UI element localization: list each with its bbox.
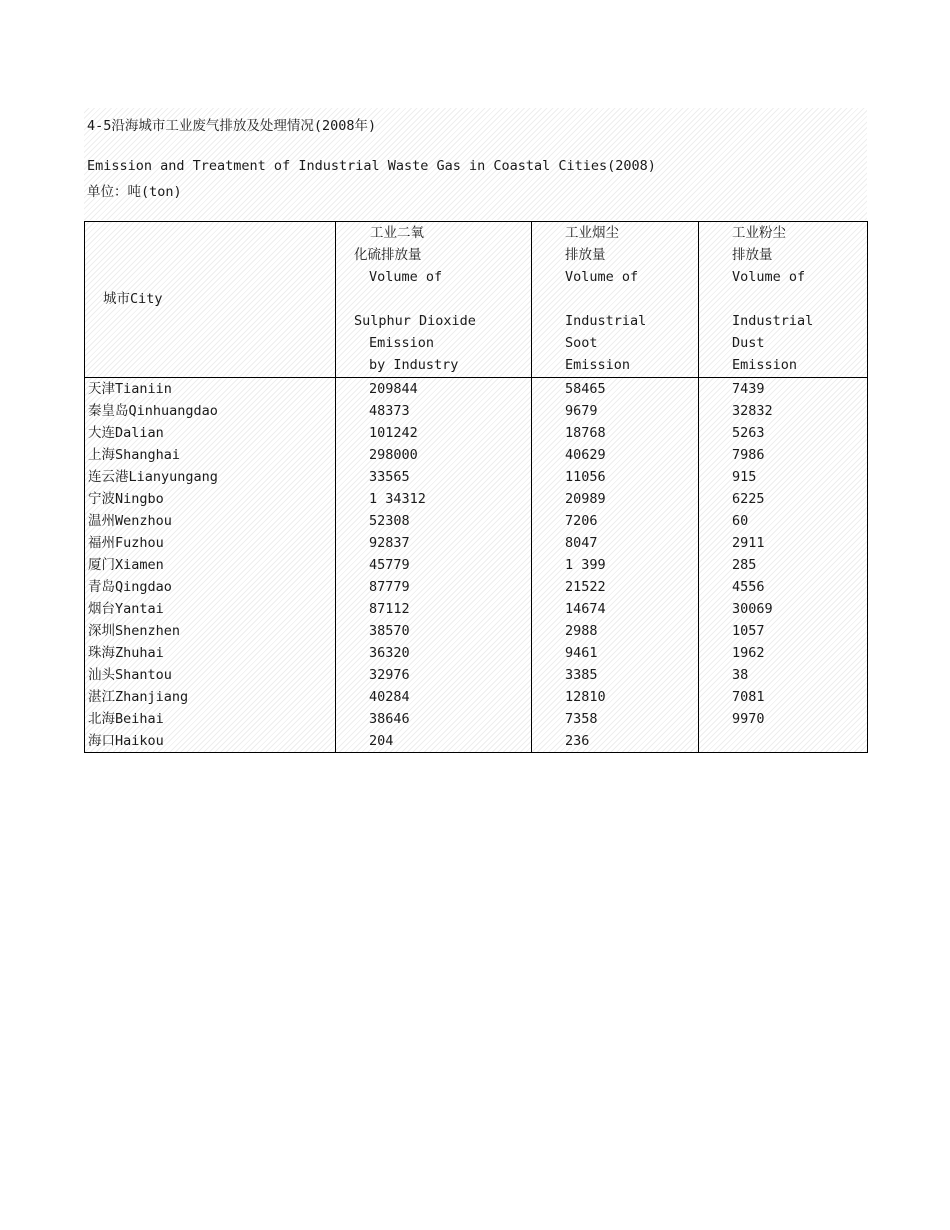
header-soot [532, 222, 699, 378]
header-soot-line: Volume of [565, 269, 639, 285]
header-dust-line: 工业粉尘 [732, 225, 786, 241]
so2-cell: 87112 [336, 598, 532, 620]
so2-cell: 204 [336, 730, 532, 753]
header-soot-line: 排放量 [565, 247, 606, 263]
table-row [85, 730, 868, 753]
soot-cell: 7358 [532, 708, 699, 730]
dust-cell: 285 [699, 554, 868, 576]
table-row [85, 576, 868, 598]
soot-cell: 2988 [532, 620, 699, 642]
soot-cell: 11056 [532, 466, 699, 488]
header-soot-line: Soot [565, 335, 598, 351]
header-soot-line: Industrial [565, 313, 647, 329]
header-dust-line: Dust [732, 335, 765, 351]
soot-cell: 236 [532, 730, 699, 753]
soot-cell: 14674 [532, 598, 699, 620]
city-cell: 秦皇岛Qinhuangdao [88, 403, 218, 419]
header-so2-line: Volume of [369, 269, 443, 285]
city-cell: 天津Tianiin [88, 381, 172, 397]
dust-cell: 38 [699, 664, 868, 686]
header-dust [699, 222, 868, 378]
so2-cell: 209844 [336, 378, 532, 401]
soot-cell: 20989 [532, 488, 699, 510]
so2-cell: 45779 [336, 554, 532, 576]
so2-cell: 32976 [336, 664, 532, 686]
city-cell: 连云港Lianyungang [88, 469, 218, 485]
so2-cell: 87779 [336, 576, 532, 598]
so2-cell: 38570 [336, 620, 532, 642]
city-cell: 宁波Ningbo [88, 491, 164, 507]
city-cell: 珠海Zhuhai [88, 645, 164, 661]
dust-cell: 7986 [699, 444, 868, 466]
dust-cell: 32832 [699, 400, 868, 422]
soot-cell: 8047 [532, 532, 699, 554]
header-dust-line: Emission [732, 357, 798, 373]
unit-label: 单位：吨(ton) [87, 184, 182, 200]
city-cell: 大连Dalian [88, 425, 164, 441]
table-row [85, 466, 868, 488]
city-cell: 海口Haikou [88, 733, 164, 749]
city-cell: 温州Wenzhou [88, 513, 172, 529]
so2-cell: 33565 [336, 466, 532, 488]
header-soot-line: 工业烟尘 [565, 225, 619, 241]
table-row [85, 620, 868, 642]
city-cell: 厦门Xiamen [88, 557, 164, 573]
city-cell: 深圳Shenzhen [88, 623, 181, 639]
header-soot-line: Emission [565, 357, 631, 373]
table-row [85, 378, 868, 401]
table-title: 4-5沿海城市工业废气排放及处理情况(2008年) [87, 118, 377, 134]
city-cell: 烟台Yantai [88, 601, 164, 617]
dust-cell: 6225 [699, 488, 868, 510]
dust-cell: 7081 [699, 686, 868, 708]
dust-cell: 1962 [699, 642, 868, 664]
so2-cell: 101242 [336, 422, 532, 444]
table-subtitle: Emission and Treatment of Industrial Waste Gas in Coastal Cities(2008) [87, 158, 656, 174]
soot-cell: 9679 [532, 400, 699, 422]
city-cell: 汕头Shantou [88, 667, 172, 683]
emission-table [84, 221, 868, 753]
header-city [85, 222, 336, 378]
header-dust-line: Volume of [732, 269, 806, 285]
so2-cell: 38646 [336, 708, 532, 730]
header-so2-line: Emission [369, 335, 435, 351]
so2-cell: 40284 [336, 686, 532, 708]
table-row [85, 422, 868, 444]
city-cell: 湛江Zhanjiang [88, 689, 189, 705]
header-so2 [336, 222, 532, 378]
table-row [85, 708, 868, 730]
header-so2-line: by Industry [369, 357, 459, 373]
header-city-label: 城市City [103, 291, 163, 307]
table-row [85, 444, 868, 466]
so2-cell: 298000 [336, 444, 532, 466]
so2-cell: 92837 [336, 532, 532, 554]
soot-cell: 58465 [532, 378, 699, 401]
dust-cell: 2911 [699, 532, 868, 554]
dust-cell: 4556 [699, 576, 868, 598]
header-so2-line: 工业二氧 [370, 225, 424, 241]
soot-cell: 9461 [532, 642, 699, 664]
dust-cell [699, 730, 868, 753]
soot-cell: 40629 [532, 444, 699, 466]
city-cell: 福州Fuzhou [88, 535, 164, 551]
city-cell: 青岛Qingdao [88, 579, 172, 595]
dust-cell: 60 [699, 510, 868, 532]
dust-cell: 915 [699, 466, 868, 488]
so2-cell: 36320 [336, 642, 532, 664]
soot-cell: 21522 [532, 576, 699, 598]
dust-cell: 1057 [699, 620, 868, 642]
table-row [85, 686, 868, 708]
table-row [85, 510, 868, 532]
dust-cell: 7439 [699, 378, 868, 401]
table-row [85, 598, 868, 620]
table-row [85, 642, 868, 664]
so2-cell: 1 34312 [336, 488, 532, 510]
table-row [85, 532, 868, 554]
soot-cell: 12810 [532, 686, 699, 708]
header-row [85, 222, 868, 378]
header-dust-line: Industrial [732, 313, 814, 329]
city-cell: 上海Shanghai [88, 447, 181, 463]
so2-cell: 48373 [336, 400, 532, 422]
header-so2-line: Sulphur Dioxide [354, 313, 476, 329]
dust-cell: 5263 [699, 422, 868, 444]
dust-cell: 9970 [699, 708, 868, 730]
table-row [85, 554, 868, 576]
soot-cell: 18768 [532, 422, 699, 444]
table-row [85, 664, 868, 686]
soot-cell: 7206 [532, 510, 699, 532]
table-row [85, 488, 868, 510]
table-row [85, 400, 868, 422]
header-dust-line: 排放量 [732, 247, 773, 263]
soot-cell: 3385 [532, 664, 699, 686]
dust-cell: 30069 [699, 598, 868, 620]
soot-cell: 1 399 [532, 554, 699, 576]
so2-cell: 52308 [336, 510, 532, 532]
city-cell: 北海Beihai [88, 711, 164, 727]
header-so2-line: 化硫排放量 [354, 247, 422, 263]
